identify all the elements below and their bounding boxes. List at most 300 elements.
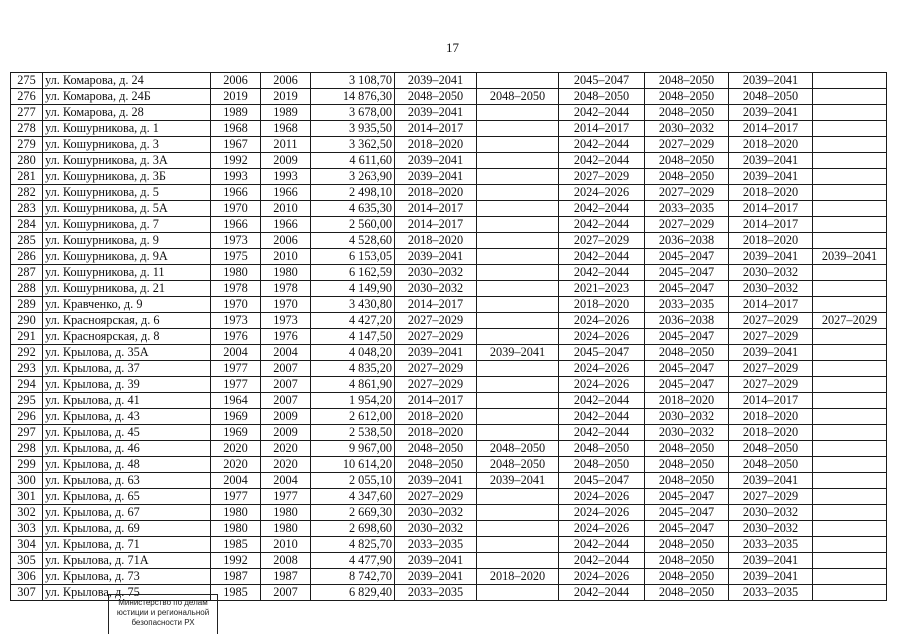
cell-period-2 <box>477 585 559 601</box>
cell-address: ул. Крылова, д. 39 <box>43 377 211 393</box>
cell-year-renovated: 2010 <box>261 249 311 265</box>
cell-number: 288 <box>11 281 43 297</box>
cell-year-built: 1980 <box>211 265 261 281</box>
cell-period-3: 2042–2044 <box>559 409 645 425</box>
cell-period-2 <box>477 505 559 521</box>
cell-period-4: 2045–2047 <box>645 281 729 297</box>
cell-period-5: 2030–2032 <box>729 265 813 281</box>
table-row <box>11 121 887 137</box>
cell-address: ул. Красноярская, д. 8 <box>43 329 211 345</box>
cell-period-4: 2048–2050 <box>645 585 729 601</box>
cell-year-renovated: 2010 <box>261 201 311 217</box>
cell-area: 2 560,00 <box>311 217 395 233</box>
table-row <box>11 281 887 297</box>
cell-period-1: 2027–2029 <box>395 489 477 505</box>
cell-period-6 <box>813 137 887 153</box>
cell-period-4: 2045–2047 <box>645 265 729 281</box>
cell-area: 3 935,50 <box>311 121 395 137</box>
cell-period-5: 2039–2041 <box>729 553 813 569</box>
table-row <box>11 73 887 89</box>
cell-number: 303 <box>11 521 43 537</box>
cell-address: ул. Кошурникова, д. 3 <box>43 137 211 153</box>
cell-period-2 <box>477 185 559 201</box>
table-row <box>11 105 887 121</box>
cell-area: 8 742,70 <box>311 569 395 585</box>
cell-number: 306 <box>11 569 43 585</box>
cell-period-3: 2024–2026 <box>559 377 645 393</box>
cell-period-3: 2045–2047 <box>559 73 645 89</box>
cell-year-built: 2004 <box>211 473 261 489</box>
cell-number: 276 <box>11 89 43 105</box>
cell-period-4: 2030–2032 <box>645 409 729 425</box>
cell-period-1: 2033–2035 <box>395 585 477 601</box>
cell-year-renovated: 1966 <box>261 217 311 233</box>
table-row <box>11 377 887 393</box>
cell-year-built: 1976 <box>211 329 261 345</box>
cell-year-built: 1978 <box>211 281 261 297</box>
cell-period-3: 2042–2044 <box>559 265 645 281</box>
cell-period-6 <box>813 425 887 441</box>
cell-period-2 <box>477 217 559 233</box>
cell-period-1: 2018–2020 <box>395 137 477 153</box>
cell-period-3: 2024–2026 <box>559 505 645 521</box>
cell-period-3: 2014–2017 <box>559 121 645 137</box>
cell-number: 293 <box>11 361 43 377</box>
cell-number: 304 <box>11 537 43 553</box>
cell-period-6: 2039–2041 <box>813 249 887 265</box>
cell-period-5: 2027–2029 <box>729 329 813 345</box>
cell-number: 279 <box>11 137 43 153</box>
cell-period-6 <box>813 185 887 201</box>
cell-area: 4 147,50 <box>311 329 395 345</box>
cell-period-4: 2048–2050 <box>645 73 729 89</box>
cell-area: 2 055,10 <box>311 473 395 489</box>
cell-period-1: 2014–2017 <box>395 217 477 233</box>
table-row <box>11 537 887 553</box>
cell-period-1: 2027–2029 <box>395 329 477 345</box>
cell-year-renovated: 2004 <box>261 345 311 361</box>
cell-period-5: 2048–2050 <box>729 89 813 105</box>
cell-period-1: 2039–2041 <box>395 553 477 569</box>
cell-period-4: 2045–2047 <box>645 505 729 521</box>
cell-year-renovated: 1980 <box>261 505 311 521</box>
cell-period-5: 2033–2035 <box>729 537 813 553</box>
cell-year-renovated: 2010 <box>261 537 311 553</box>
cell-year-built: 1992 <box>211 553 261 569</box>
cell-number: 292 <box>11 345 43 361</box>
cell-period-4: 2045–2047 <box>645 361 729 377</box>
cell-period-1: 2039–2041 <box>395 473 477 489</box>
cell-year-renovated: 2020 <box>261 441 311 457</box>
cell-period-3: 2042–2044 <box>559 201 645 217</box>
cell-period-3: 2042–2044 <box>559 217 645 233</box>
stamp-line: безопасности РХ <box>131 618 195 627</box>
cell-period-3: 2042–2044 <box>559 537 645 553</box>
cell-period-5: 2014–2017 <box>729 393 813 409</box>
cell-address: ул. Комарова, д. 24Б <box>43 89 211 105</box>
cell-number: 286 <box>11 249 43 265</box>
cell-period-5: 2030–2032 <box>729 281 813 297</box>
cell-period-2: 2039–2041 <box>477 473 559 489</box>
cell-period-1: 2027–2029 <box>395 361 477 377</box>
cell-area: 3 263,90 <box>311 169 395 185</box>
cell-period-6 <box>813 585 887 601</box>
cell-year-renovated: 1987 <box>261 569 311 585</box>
cell-year-built: 1973 <box>211 313 261 329</box>
cell-period-3: 2048–2050 <box>559 89 645 105</box>
cell-number: 294 <box>11 377 43 393</box>
cell-area: 4 611,60 <box>311 153 395 169</box>
table-row <box>11 313 887 329</box>
cell-period-5: 2018–2020 <box>729 233 813 249</box>
cell-number: 289 <box>11 297 43 313</box>
cell-year-built: 1989 <box>211 105 261 121</box>
cell-period-1: 2039–2041 <box>395 345 477 361</box>
cell-period-5: 2027–2029 <box>729 489 813 505</box>
cell-period-3: 2024–2026 <box>559 569 645 585</box>
cell-period-5: 2039–2041 <box>729 169 813 185</box>
cell-year-renovated: 2007 <box>261 361 311 377</box>
cell-period-6 <box>813 521 887 537</box>
cell-period-3: 2027–2029 <box>559 169 645 185</box>
cell-period-2 <box>477 105 559 121</box>
cell-period-1: 2039–2041 <box>395 569 477 585</box>
cell-period-2 <box>477 425 559 441</box>
cell-number: 277 <box>11 105 43 121</box>
cell-address: ул. Кошурникова, д. 1 <box>43 121 211 137</box>
cell-period-6 <box>813 73 887 89</box>
table-row <box>11 409 887 425</box>
cell-period-6 <box>813 281 887 297</box>
cell-year-built: 2019 <box>211 89 261 105</box>
cell-period-4: 2048–2050 <box>645 473 729 489</box>
cell-year-built: 1993 <box>211 169 261 185</box>
cell-year-renovated: 2009 <box>261 425 311 441</box>
cell-period-5: 2030–2032 <box>729 505 813 521</box>
cell-address: ул. Комарова, д. 28 <box>43 105 211 121</box>
cell-period-4: 2027–2029 <box>645 137 729 153</box>
cell-period-6 <box>813 153 887 169</box>
cell-period-6 <box>813 505 887 521</box>
cell-year-built: 1977 <box>211 377 261 393</box>
cell-period-2 <box>477 409 559 425</box>
cell-area: 4 861,90 <box>311 377 395 393</box>
cell-period-4: 2033–2035 <box>645 201 729 217</box>
cell-period-1: 2014–2017 <box>395 201 477 217</box>
table-row <box>11 569 887 585</box>
cell-period-3: 2024–2026 <box>559 313 645 329</box>
cell-address: ул. Кошурникова, д. 9А <box>43 249 211 265</box>
cell-address: ул. Крылова, д. 43 <box>43 409 211 425</box>
cell-area: 1 954,20 <box>311 393 395 409</box>
cell-year-renovated: 1968 <box>261 121 311 137</box>
cell-period-5: 2033–2035 <box>729 585 813 601</box>
cell-area: 4 149,90 <box>311 281 395 297</box>
cell-period-3: 2045–2047 <box>559 473 645 489</box>
cell-address: ул. Крылова, д. 46 <box>43 441 211 457</box>
cell-period-1: 2039–2041 <box>395 153 477 169</box>
cell-period-3: 2027–2029 <box>559 233 645 249</box>
cell-year-built: 1980 <box>211 521 261 537</box>
cell-number: 290 <box>11 313 43 329</box>
cell-year-renovated: 2009 <box>261 153 311 169</box>
cell-period-2 <box>477 153 559 169</box>
cell-number: 282 <box>11 185 43 201</box>
cell-year-renovated: 1993 <box>261 169 311 185</box>
cell-period-4: 2018–2020 <box>645 393 729 409</box>
cell-period-3: 2024–2026 <box>559 521 645 537</box>
cell-period-3: 2045–2047 <box>559 345 645 361</box>
cell-year-renovated: 1980 <box>261 265 311 281</box>
cell-number: 297 <box>11 425 43 441</box>
cell-period-6 <box>813 169 887 185</box>
table-row <box>11 441 887 457</box>
cell-number: 278 <box>11 121 43 137</box>
cell-address: ул. Кошурникова, д. 9 <box>43 233 211 249</box>
cell-period-6 <box>813 489 887 505</box>
table-row <box>11 473 887 489</box>
cell-period-3: 2042–2044 <box>559 553 645 569</box>
cell-period-5: 2030–2032 <box>729 521 813 537</box>
cell-period-4: 2033–2035 <box>645 297 729 313</box>
cell-period-1: 2014–2017 <box>395 121 477 137</box>
cell-period-2 <box>477 169 559 185</box>
cell-area: 4 477,90 <box>311 553 395 569</box>
cell-period-6 <box>813 105 887 121</box>
cell-period-6 <box>813 473 887 489</box>
cell-period-6 <box>813 89 887 105</box>
table-row <box>11 425 887 441</box>
cell-number: 295 <box>11 393 43 409</box>
cell-address: ул. Кошурникова, д. 21 <box>43 281 211 297</box>
cell-period-2 <box>477 393 559 409</box>
cell-period-4: 2048–2050 <box>645 553 729 569</box>
cell-period-5: 2039–2041 <box>729 153 813 169</box>
cell-address: ул. Кошурникова, д. 5 <box>43 185 211 201</box>
cell-period-1: 2018–2020 <box>395 233 477 249</box>
cell-period-4: 2030–2032 <box>645 425 729 441</box>
cell-address: ул. Крылова, д. 71 <box>43 537 211 553</box>
cell-period-5: 2039–2041 <box>729 473 813 489</box>
cell-year-built: 1992 <box>211 153 261 169</box>
cell-period-2 <box>477 537 559 553</box>
cell-year-built: 1967 <box>211 137 261 153</box>
cell-period-2 <box>477 489 559 505</box>
cell-year-renovated: 1970 <box>261 297 311 313</box>
cell-number: 298 <box>11 441 43 457</box>
cell-period-6 <box>813 121 887 137</box>
cell-year-renovated: 2004 <box>261 473 311 489</box>
cell-period-5: 2048–2050 <box>729 457 813 473</box>
cell-area: 4 528,60 <box>311 233 395 249</box>
cell-period-1: 2018–2020 <box>395 425 477 441</box>
cell-period-1: 2048–2050 <box>395 441 477 457</box>
table-row <box>11 265 887 281</box>
table-row <box>11 89 887 105</box>
cell-period-5: 2018–2020 <box>729 185 813 201</box>
cell-period-6 <box>813 457 887 473</box>
cell-period-1: 2048–2050 <box>395 89 477 105</box>
cell-year-built: 1973 <box>211 233 261 249</box>
cell-period-2 <box>477 249 559 265</box>
cell-year-built: 1966 <box>211 217 261 233</box>
table-body <box>11 73 887 601</box>
cell-period-2 <box>477 313 559 329</box>
cell-period-4: 2048–2050 <box>645 457 729 473</box>
cell-period-2 <box>477 553 559 569</box>
cell-address: ул. Крылова, д. 41 <box>43 393 211 409</box>
cell-year-renovated: 1966 <box>261 185 311 201</box>
cell-area: 3 678,00 <box>311 105 395 121</box>
cell-period-5: 2027–2029 <box>729 313 813 329</box>
cell-period-3: 2042–2044 <box>559 393 645 409</box>
cell-year-built: 1977 <box>211 489 261 505</box>
cell-number: 284 <box>11 217 43 233</box>
cell-year-built: 1966 <box>211 185 261 201</box>
cell-period-3: 2048–2050 <box>559 457 645 473</box>
cell-period-5: 2039–2041 <box>729 105 813 121</box>
cell-address: ул. Крылова, д. 71А <box>43 553 211 569</box>
cell-address: ул. Крылова, д. 67 <box>43 505 211 521</box>
cell-period-1: 2014–2017 <box>395 297 477 313</box>
cell-year-renovated: 2007 <box>261 393 311 409</box>
cell-period-5: 2014–2017 <box>729 201 813 217</box>
cell-period-3: 2042–2044 <box>559 249 645 265</box>
cell-period-2: 2048–2050 <box>477 441 559 457</box>
cell-period-2 <box>477 201 559 217</box>
cell-period-6 <box>813 201 887 217</box>
cell-period-1: 2039–2041 <box>395 169 477 185</box>
cell-address: ул. Крылова, д. 45 <box>43 425 211 441</box>
cell-number: 301 <box>11 489 43 505</box>
cell-area: 10 614,20 <box>311 457 395 473</box>
cell-period-6 <box>813 537 887 553</box>
cell-period-4: 2048–2050 <box>645 345 729 361</box>
cell-period-2 <box>477 297 559 313</box>
cell-period-1: 2039–2041 <box>395 249 477 265</box>
cell-address: ул. Крылова, д. 63 <box>43 473 211 489</box>
cell-year-renovated: 1977 <box>261 489 311 505</box>
cell-address: ул. Крылова, д. 48 <box>43 457 211 473</box>
cell-period-3: 2042–2044 <box>559 153 645 169</box>
table-row <box>11 137 887 153</box>
cell-year-built: 1987 <box>211 569 261 585</box>
table-row <box>11 393 887 409</box>
cell-period-6 <box>813 345 887 361</box>
table-row <box>11 217 887 233</box>
cell-area: 3 430,80 <box>311 297 395 313</box>
table-row <box>11 361 887 377</box>
cell-period-5: 2014–2017 <box>729 217 813 233</box>
cell-period-1: 2030–2032 <box>395 505 477 521</box>
cell-address: ул. Крылова, д. 73 <box>43 569 211 585</box>
cell-address: ул. Крылова, д. 69 <box>43 521 211 537</box>
cell-period-3: 2021–2023 <box>559 281 645 297</box>
table-row <box>11 169 887 185</box>
cell-year-built: 1969 <box>211 409 261 425</box>
cell-year-renovated: 1976 <box>261 329 311 345</box>
cell-year-built: 1964 <box>211 393 261 409</box>
cell-period-3: 2042–2044 <box>559 137 645 153</box>
cell-number: 302 <box>11 505 43 521</box>
cell-period-3: 2042–2044 <box>559 105 645 121</box>
cell-year-renovated: 2007 <box>261 377 311 393</box>
cell-address: ул. Кошурникова, д. 11 <box>43 265 211 281</box>
cell-year-renovated: 2009 <box>261 409 311 425</box>
cell-year-built: 1970 <box>211 201 261 217</box>
cell-period-5: 2014–2017 <box>729 121 813 137</box>
cell-period-2 <box>477 361 559 377</box>
cell-period-3: 2024–2026 <box>559 185 645 201</box>
cell-period-1: 2014–2017 <box>395 393 477 409</box>
cell-area: 3 362,50 <box>311 137 395 153</box>
cell-period-2: 2048–2050 <box>477 89 559 105</box>
page-number: 17 <box>446 40 459 55</box>
cell-period-4: 2048–2050 <box>645 153 729 169</box>
cell-address: ул. Крылова, д. 37 <box>43 361 211 377</box>
cell-year-renovated: 1973 <box>261 313 311 329</box>
cell-period-5: 2039–2041 <box>729 249 813 265</box>
cell-area: 2 698,60 <box>311 521 395 537</box>
cell-year-renovated: 2008 <box>261 553 311 569</box>
cell-period-5: 2018–2020 <box>729 137 813 153</box>
table-row <box>11 233 887 249</box>
cell-number: 283 <box>11 201 43 217</box>
cell-year-built: 2020 <box>211 441 261 457</box>
cell-period-4: 2036–2038 <box>645 233 729 249</box>
cell-area: 4 427,20 <box>311 313 395 329</box>
cell-period-6 <box>813 265 887 281</box>
cell-period-1: 2030–2032 <box>395 265 477 281</box>
table-row <box>11 489 887 505</box>
cell-period-3: 2042–2044 <box>559 425 645 441</box>
cell-period-4: 2030–2032 <box>645 121 729 137</box>
cell-address: ул. Крылова, д. 75 <box>43 585 211 601</box>
table-row <box>11 201 887 217</box>
cell-area: 6 829,40 <box>311 585 395 601</box>
cell-year-renovated: 2006 <box>261 233 311 249</box>
cell-year-built: 1985 <box>211 537 261 553</box>
cell-period-2: 2018–2020 <box>477 569 559 585</box>
cell-period-4: 2045–2047 <box>645 377 729 393</box>
cell-year-built: 1985 <box>211 585 261 601</box>
cell-number: 307 <box>11 585 43 601</box>
cell-year-built: 1975 <box>211 249 261 265</box>
cell-year-renovated: 2006 <box>261 73 311 89</box>
cell-period-5: 2014–2017 <box>729 297 813 313</box>
cell-period-2: 2048–2050 <box>477 457 559 473</box>
cell-period-1: 2018–2020 <box>395 185 477 201</box>
cell-period-1: 2018–2020 <box>395 409 477 425</box>
stamp-line: Министерство по делам <box>118 598 208 607</box>
cell-number: 296 <box>11 409 43 425</box>
cell-period-4: 2027–2029 <box>645 217 729 233</box>
cell-period-6 <box>813 217 887 233</box>
table-row <box>11 249 887 265</box>
cell-area: 4 347,60 <box>311 489 395 505</box>
cell-period-2 <box>477 521 559 537</box>
cell-address: ул. Кошурникова, д. 5А <box>43 201 211 217</box>
table-row <box>11 553 887 569</box>
cell-period-4: 2048–2050 <box>645 89 729 105</box>
cell-period-1: 2030–2032 <box>395 521 477 537</box>
cell-number: 300 <box>11 473 43 489</box>
cell-period-6 <box>813 329 887 345</box>
cell-year-renovated: 1980 <box>261 521 311 537</box>
cell-period-1: 2039–2041 <box>395 73 477 89</box>
cell-period-1: 2048–2050 <box>395 457 477 473</box>
cell-period-1: 2033–2035 <box>395 537 477 553</box>
